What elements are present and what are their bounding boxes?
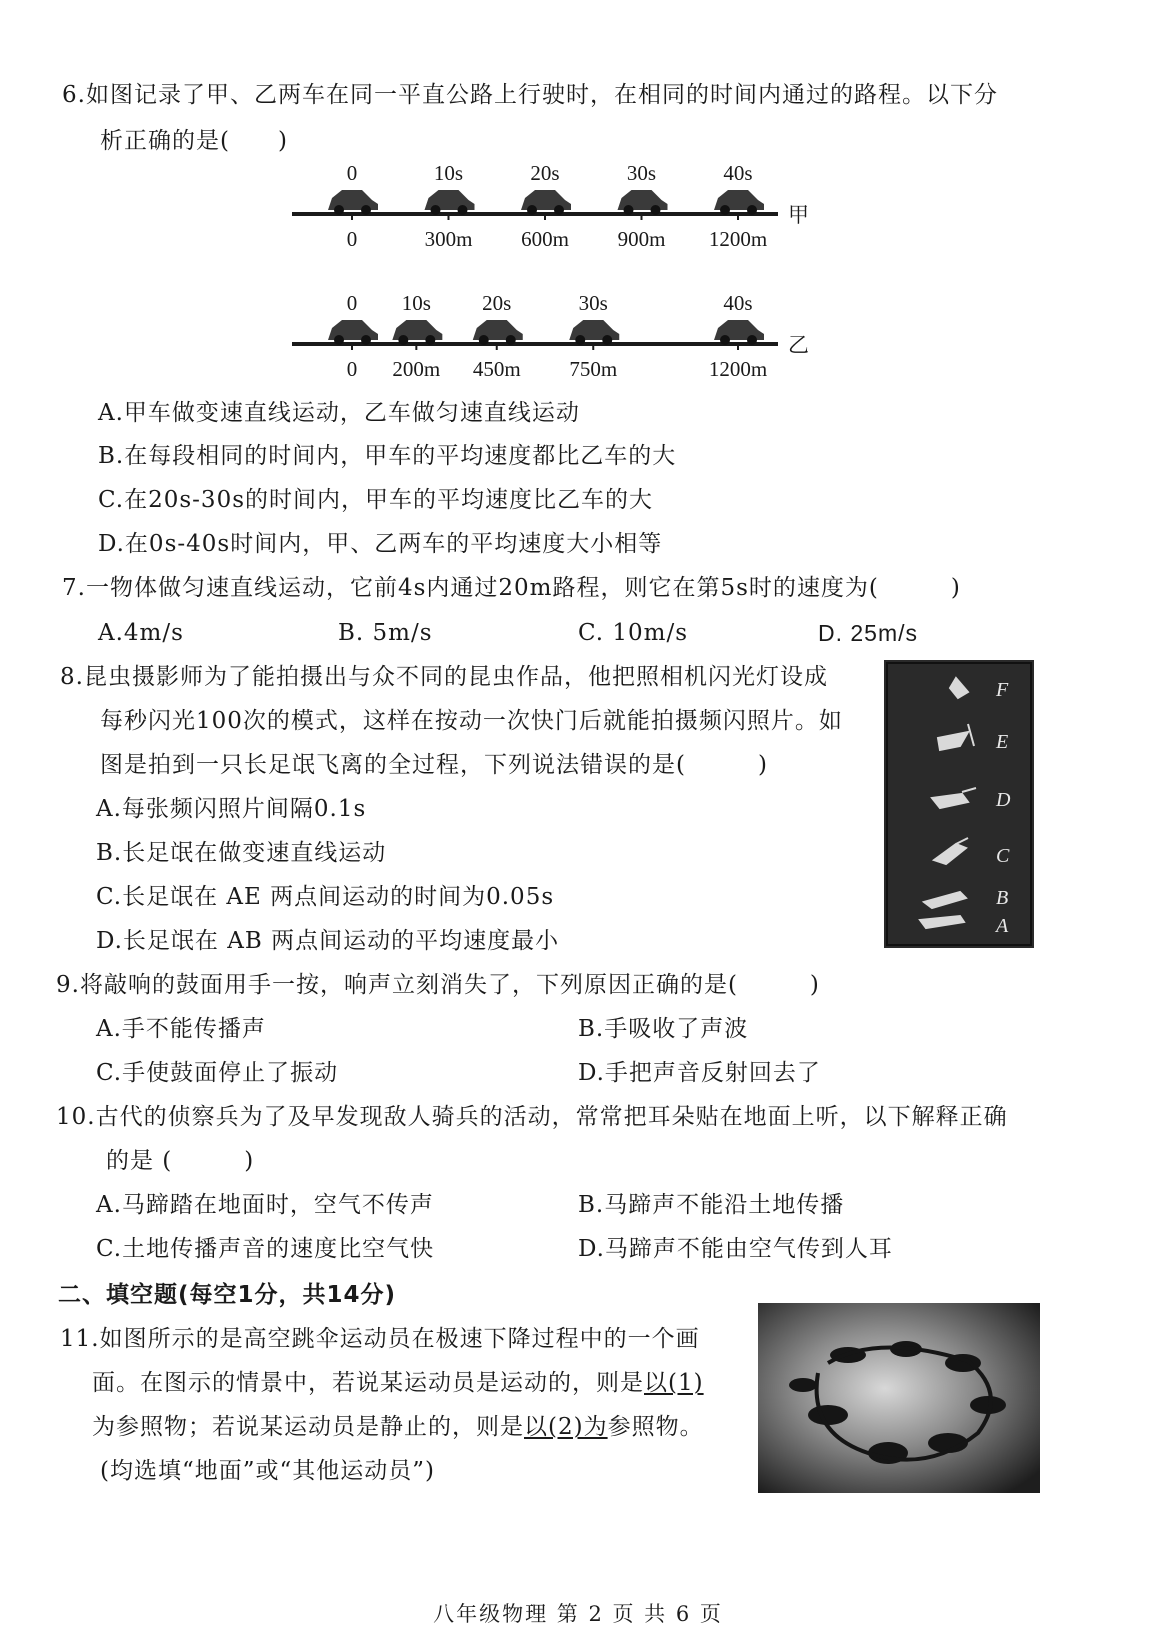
yi-time-label: 20s [482,291,512,315]
jia-car [521,190,571,215]
q6-option-d[interactable]: D.在0s-40s时间内，甲、乙两车的平均速度大小相等 [98,531,663,557]
jia-distance-label: 300m [424,227,473,251]
q9-option-c[interactable]: C.手使鼓面停止了振动 [96,1060,339,1086]
q8-stem-line3: 图是拍到一只长足氓飞离的全过程，下列说法错误的是( ) [100,752,768,778]
q8-stem-line2: 每秒闪光100次的模式，这样在按动一次快门后就能拍摄频闪照片。如 [100,708,843,734]
yi-distance-label: 450m [472,357,521,381]
q6-stem-line1: 6.如图记录了甲、乙两车在同一平直公路上行驶时，在相同的时间内通过的路程。以下分 [62,82,998,108]
q11-stem-line3: 为参照物；若说某运动员是静止的，则是以(2)为参照物。 [92,1414,704,1440]
yi-lane [292,291,809,381]
yi-time-label: 0 [346,291,358,315]
q8-option-c[interactable]: C.长足氓在 AE 两点间运动的时间为0.05s [96,884,555,910]
skydivers-photo [758,1303,1040,1493]
yi-time-label: 30s [578,291,608,315]
q11-stem-line2: 面。在图示的情景中，若说某运动员是运动的，则是以(1) [92,1370,704,1396]
q8-option-a[interactable]: A.每张频闪照片间隔0.1s [96,796,367,822]
q11-note: (均选填“地面”或“其他运动员”) [100,1458,435,1484]
yi-car [569,320,619,345]
q10-stem-line2: 的是 ( ) [106,1148,255,1174]
q6-motion-diagram [280,150,840,390]
yi-car [392,320,442,345]
q7-option-a[interactable]: A.4m/s [98,620,184,646]
q10-option-a[interactable]: A.马蹄踏在地面时，空气不传声 [96,1192,434,1218]
jia-lane [292,161,809,251]
yi-distance-label: 1200m [708,357,768,381]
jia-distance-label: 600m [521,227,569,251]
q7-option-b[interactable]: B. 5m/s [338,620,433,646]
jia-time-label: 10s [433,161,464,185]
yi-lane-name: 乙 [788,333,809,357]
jia-car [618,190,668,215]
q10-stem-line1: 10.古代的侦察兵为了及早发现敌人骑兵的活动，常常把耳朵贴在地面上听，以下解释正确 [56,1104,1008,1130]
jia-distance-label: 900m [617,227,666,251]
yi-distance-label: 750m [569,357,618,381]
jia-time-label: 40s [723,161,753,185]
photo-label-e: E [996,731,1009,753]
photo-label-a: A [996,915,1009,937]
yi-car [473,320,523,345]
q7-option-c[interactable]: C. 10m/s [578,620,689,646]
jia-distance-label: 1200m [708,227,768,251]
jia-car [328,190,378,215]
q11-stem-line1: 11.如图所示的是高空跳伞运动员在极速下降过程中的一个画 [60,1326,700,1352]
jia-lane-name: 甲 [788,203,809,227]
yi-time-label: 10s [401,291,431,315]
page-footer: 八年级物理 第 2 页 共 6 页 [433,1602,723,1626]
q9-stem: 9.将敲响的鼓面用手一按，响声立刻消失了，下列原因正确的是( ) [56,972,820,998]
yi-distance-label: 200m [392,357,441,381]
jia-car [425,190,475,215]
q10-option-c[interactable]: C.土地传播声音的速度比空气快 [96,1236,435,1262]
yi-distance-label: 0 [346,357,358,381]
q10-option-b[interactable]: B.马蹄声不能沿土地传播 [578,1192,845,1218]
q6-option-a[interactable]: A.甲车做变速直线运动，乙车做匀速直线运动 [98,400,580,426]
q8-stem-line1: 8.昆虫摄影师为了能拍摄出与众不同的昆虫作品，他把照相机闪光灯设成 [60,664,828,690]
q9-option-a[interactable]: A.手不能传播声 [96,1016,266,1042]
photo-label-b: B [996,887,1009,909]
q6-stem-line2: 析正确的是( ) [100,128,288,154]
q9-option-d[interactable]: D.手把声音反射回去了 [578,1060,821,1086]
photo-label-c: C [996,845,1010,867]
q11-blank-2[interactable]: 以(2)为 [524,1414,608,1440]
jia-time-label: 0 [346,161,358,185]
yi-car [714,320,764,345]
photo-label-d: D [996,789,1011,811]
yi-car [328,320,378,345]
jia-time-label: 30s [626,161,657,185]
q10-option-d[interactable]: D.马蹄声不能由空气传到人耳 [578,1236,893,1262]
q8-option-b[interactable]: B.长足氓在做变速直线运动 [96,840,387,866]
q6-option-b[interactable]: B.在每段相同的时间内，甲车的平均速度都比乙车的大 [98,443,677,469]
q11-blank-1[interactable]: 以(1) [644,1370,704,1396]
strobe-insect-photo [884,660,1034,948]
section-2-title: 二、填空题(每空1分，共14分) [58,1282,397,1308]
jia-distance-label: 0 [346,227,358,251]
q8-option-d[interactable]: D.长足氓在 AB 两点间运动的平均速度最小 [96,928,560,954]
jia-time-label: 20s [530,161,560,185]
q9-option-b[interactable]: B.手吸收了声波 [578,1016,749,1042]
q7-option-d[interactable]: D. 25m/s [818,620,919,646]
photo-label-f: F [996,679,1009,701]
yi-time-label: 40s [723,291,753,315]
q7-stem: 7.一物体做匀速直线运动，它前4s内通过20m路程，则它在第5s时的速度为( ) [62,575,961,601]
q6-option-c[interactable]: C.在20s-30s的时间内，甲车的平均速度比乙车的大 [98,487,654,513]
jia-car [714,190,764,215]
